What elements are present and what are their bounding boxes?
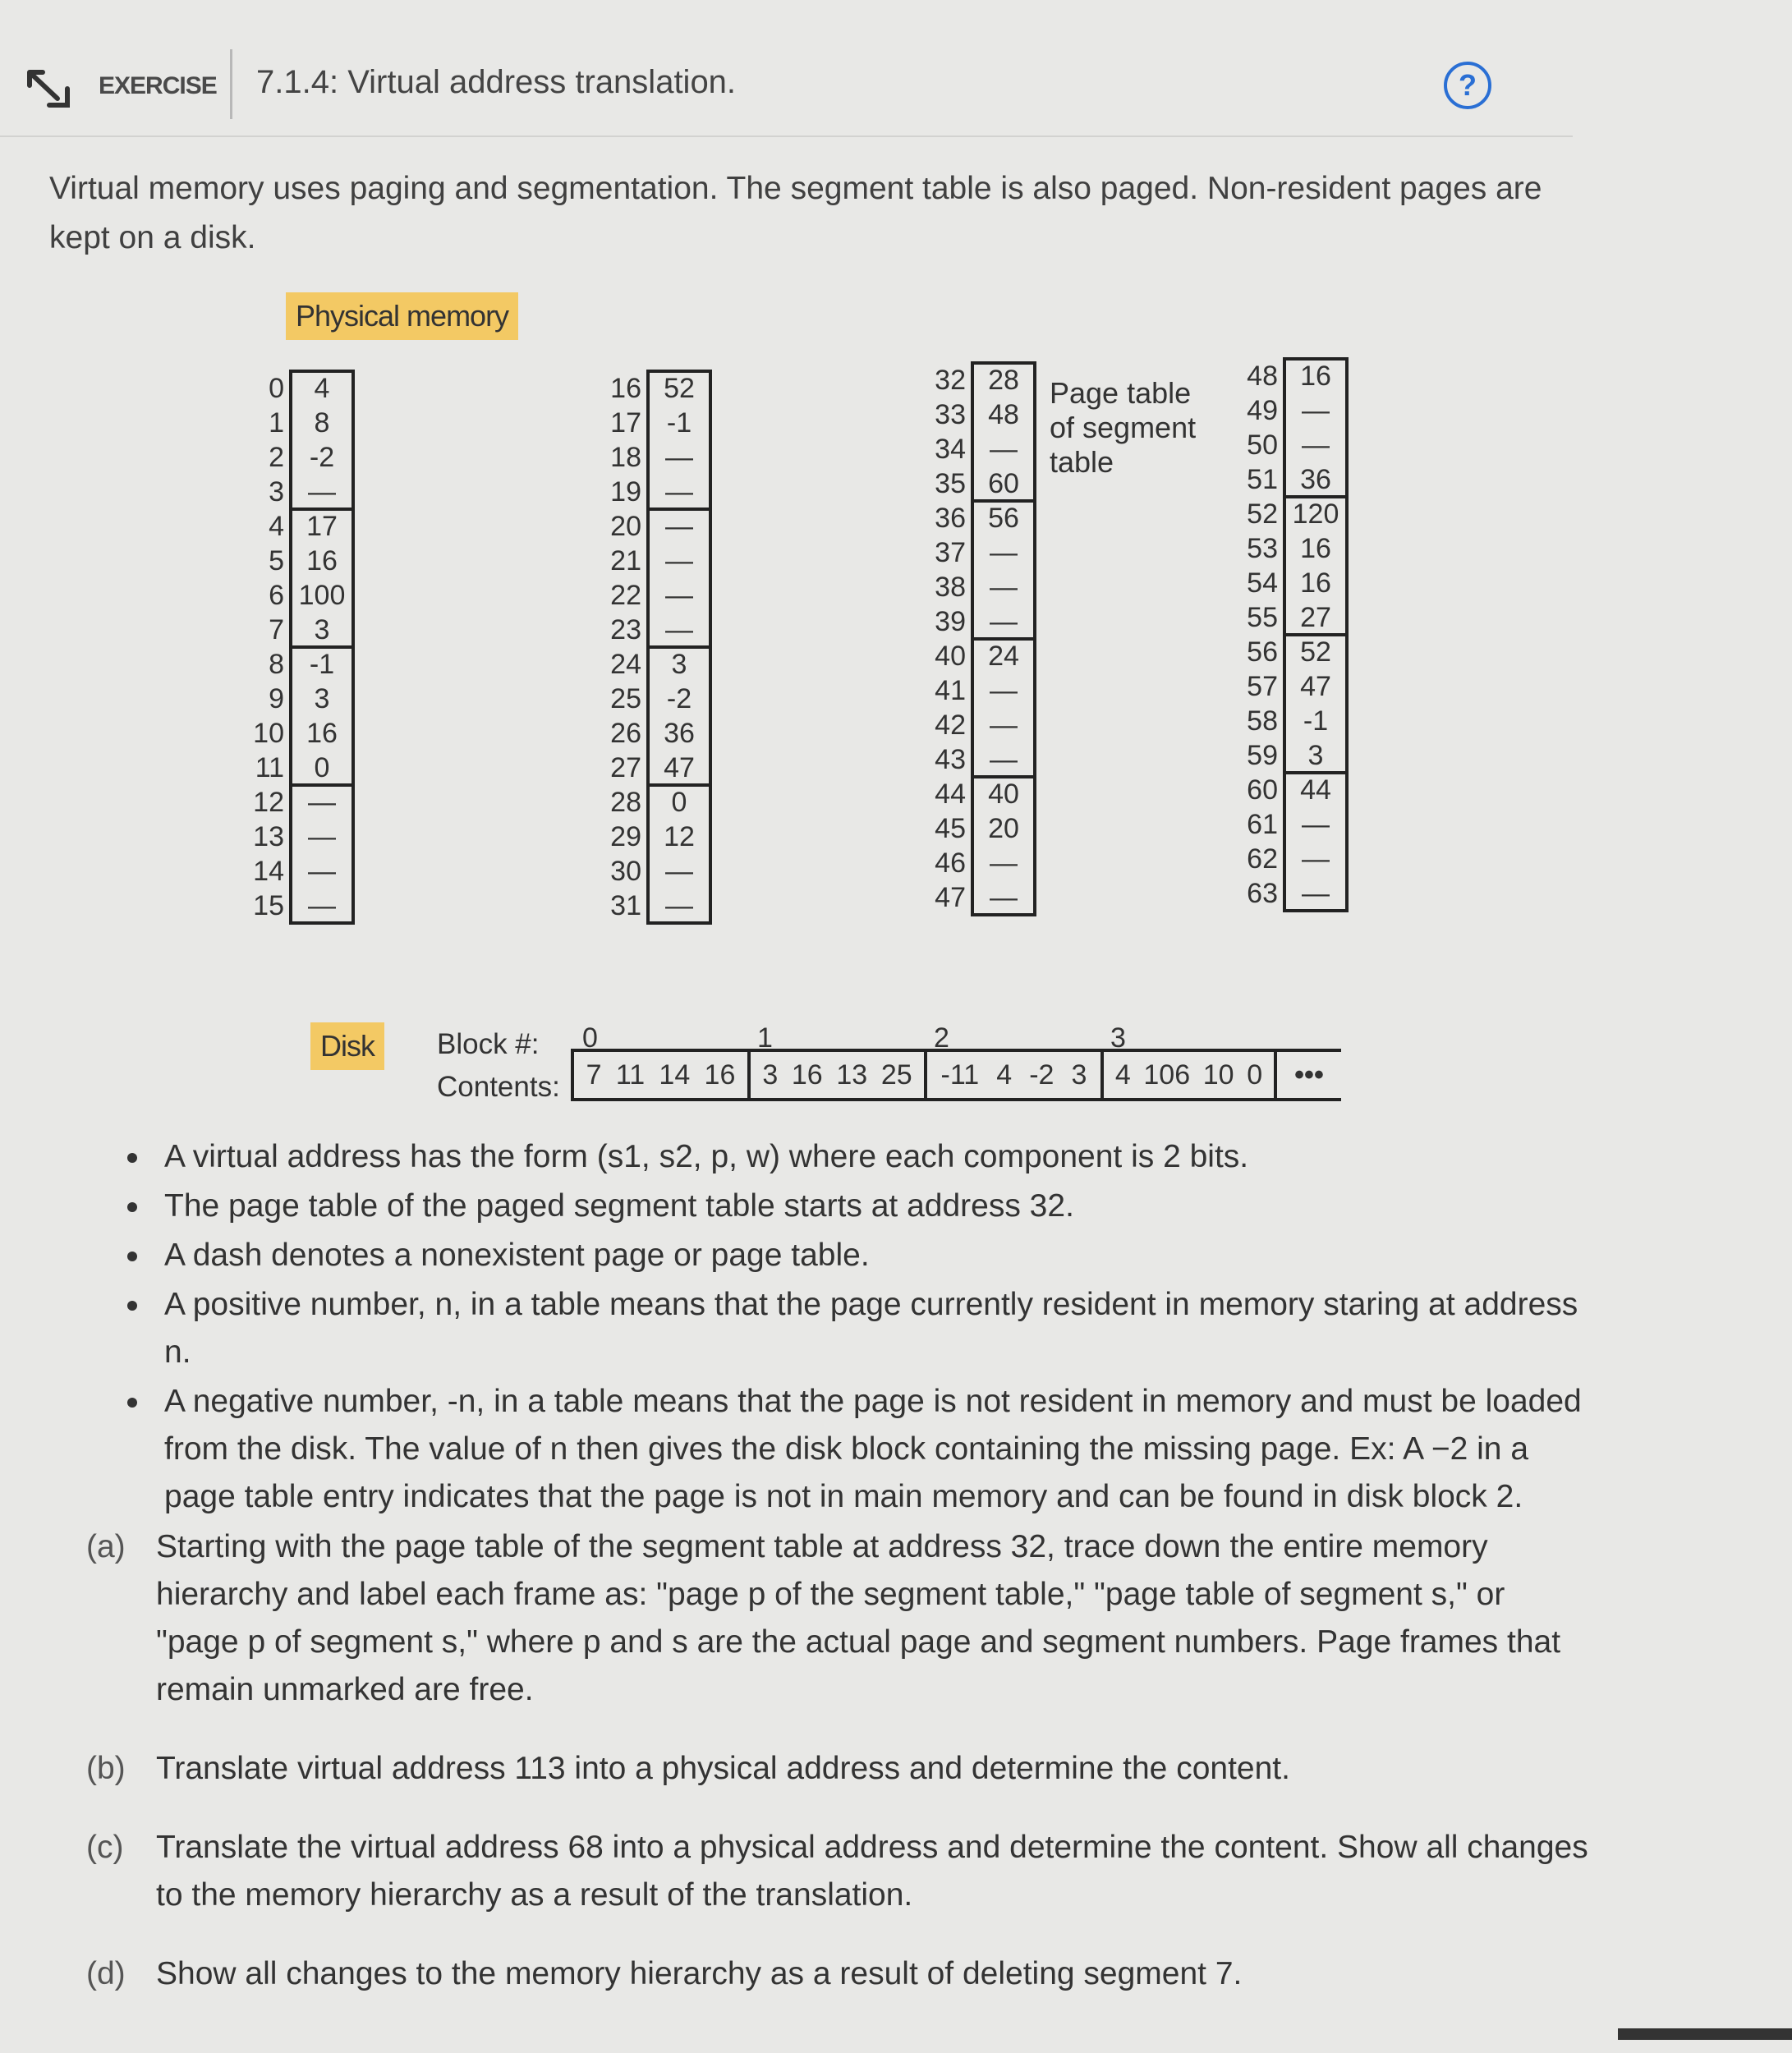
memory-value: -1 [666, 407, 692, 439]
memory-value: — [1302, 809, 1330, 840]
memory-row [230, 785, 361, 820]
memory-value: — [1302, 843, 1330, 875]
memory-value: 120 [1292, 498, 1339, 530]
memory-value: — [665, 890, 693, 921]
memory-address: 22 [610, 580, 641, 611]
disk-value: 4 [996, 1059, 1013, 1091]
memory-row [912, 742, 1043, 777]
memory-address: 33 [935, 399, 966, 430]
memory-column [1224, 357, 1355, 909]
memory-address: 23 [610, 614, 641, 645]
disk-value: 13 [836, 1059, 868, 1091]
disk-block [924, 1049, 1100, 1101]
memory-address: 0 [269, 373, 284, 404]
memory-value: 16 [306, 545, 338, 576]
bullet-item: A positive number, n, in a table means that the page currently resident in memory staring at address n. [123, 1281, 1585, 1376]
memory-row [1224, 704, 1355, 738]
memory-value: — [990, 675, 1018, 706]
header-divider [230, 49, 232, 119]
memory-address: 45 [935, 813, 966, 844]
memory-value: 100 [298, 580, 346, 611]
memory-row [587, 544, 719, 578]
bullet-item: A dash denotes a nonexistent page or page table. [123, 1232, 1585, 1279]
memory-row [587, 751, 719, 785]
memory-value: — [308, 821, 336, 852]
memory-value: — [990, 606, 1018, 637]
disk-value: 16 [704, 1059, 736, 1091]
memory-value: 60 [988, 468, 1019, 499]
memory-address: 31 [610, 890, 641, 921]
memory-value: — [665, 580, 693, 611]
memory-value: -2 [309, 442, 335, 473]
memory-value: 48 [988, 399, 1019, 430]
memory-address: 20 [610, 511, 641, 542]
memory-value: 24 [988, 641, 1019, 672]
memory-address: 40 [935, 641, 966, 672]
memory-value: 28 [988, 365, 1019, 396]
disk-blocks [571, 1049, 1341, 1101]
memory-row [1224, 635, 1355, 669]
contents-label: Contents: [437, 1071, 560, 1103]
question-c [86, 1824, 1589, 1919]
memory-address: 29 [610, 821, 641, 852]
disk-value: 4 [1114, 1059, 1131, 1091]
question-label: (d) [86, 1956, 126, 1991]
memory-value: 36 [1300, 464, 1331, 495]
memory-address: 44 [935, 778, 966, 810]
memory-row [912, 501, 1043, 535]
memory-address: 24 [610, 649, 641, 680]
memory-value: 0 [671, 787, 687, 818]
memory-value: -1 [1303, 705, 1329, 737]
exercise-arrow-icon [25, 64, 74, 113]
bottom-edge [1618, 2028, 1792, 2040]
memory-value: 3 [314, 614, 330, 645]
memory-address: 14 [253, 856, 284, 887]
memory-address: 37 [935, 537, 966, 568]
memory-row [587, 854, 719, 889]
disk-value: 0 [1247, 1059, 1263, 1091]
memory-row [912, 466, 1043, 501]
memory-address: 1 [269, 407, 284, 439]
disk-value: 11 [615, 1059, 646, 1091]
memory-address: 12 [253, 787, 284, 818]
disk-block-number: 1 [757, 1022, 773, 1054]
memory-address: 5 [269, 545, 284, 576]
memory-row [912, 880, 1043, 915]
memory-value: -2 [666, 683, 692, 714]
pt-seg-label: Page table of segment table [1050, 376, 1197, 479]
memory-address: 47 [935, 882, 966, 913]
memory-row [587, 613, 719, 647]
memory-row [912, 639, 1043, 673]
memory-row [230, 854, 361, 889]
disk-value: 16 [791, 1059, 823, 1091]
memory-value: 52 [664, 373, 695, 404]
disk-value: -2 [1029, 1059, 1055, 1091]
memory-value: — [665, 545, 693, 576]
question-circle-icon[interactable]: ? [1444, 62, 1491, 109]
exercise-label: EXERCISE [99, 72, 217, 99]
memory-address: 2 [269, 442, 284, 473]
memory-row [587, 716, 719, 751]
memory-address: 16 [610, 373, 641, 404]
memory-row [230, 613, 361, 647]
memory-value: 40 [988, 778, 1019, 810]
memory-value: — [990, 572, 1018, 603]
memory-row [587, 440, 719, 475]
memory-row [912, 397, 1043, 432]
memory-address: 38 [935, 572, 966, 603]
memory-address: 48 [1247, 361, 1278, 392]
memory-value: 3 [671, 649, 687, 680]
question-text: Show all changes to the memory hierarchy as a result of deleting segment 7. [156, 1956, 1243, 1991]
memory-address: 17 [610, 407, 641, 439]
question-b [86, 1745, 1589, 1793]
memory-value: — [665, 856, 693, 887]
memory-row [587, 509, 719, 544]
memory-address: 46 [935, 847, 966, 879]
memory-address: 52 [1247, 498, 1278, 530]
memory-row [587, 820, 719, 854]
memory-value: — [990, 434, 1018, 465]
memory-row [230, 440, 361, 475]
memory-row [230, 509, 361, 544]
memory-address: 9 [269, 683, 284, 714]
memory-value: 16 [1300, 361, 1331, 392]
disk-value: 3 [1071, 1059, 1087, 1091]
memory-value: — [665, 511, 693, 542]
memory-address: 7 [269, 614, 284, 645]
memory-value: — [990, 744, 1018, 775]
memory-value: 4 [314, 373, 330, 404]
memory-row [912, 363, 1043, 397]
memory-value: 36 [664, 718, 695, 749]
memory-row [912, 570, 1043, 604]
memory-row [1224, 738, 1355, 773]
memory-row [1224, 497, 1355, 531]
memory-address: 51 [1247, 464, 1278, 495]
memory-address: 34 [935, 434, 966, 465]
memory-row [230, 544, 361, 578]
disk-value: 14 [659, 1059, 691, 1091]
memory-row [912, 673, 1043, 708]
memory-value: — [308, 476, 336, 508]
memory-address: 15 [253, 890, 284, 921]
memory-value: 3 [1307, 740, 1324, 771]
memory-row [1224, 669, 1355, 704]
memory-address: 18 [610, 442, 641, 473]
disk-block-number: 3 [1110, 1022, 1126, 1054]
disk-more-ellipsis: ••• [1277, 1049, 1341, 1101]
memory-row [587, 785, 719, 820]
memory-address: 3 [269, 476, 284, 508]
memory-value: — [990, 882, 1018, 913]
memory-value: 47 [1300, 671, 1331, 702]
bullet-item: A negative number, -n, in a table means that the page is not resident in memory and must be loaded from the disk. The value of n then gives the disk block containing the missing page. Ex: A −2 in a page table entry indicates that the page is not in main memory and can be found in disk block 2. [123, 1378, 1585, 1521]
bullet-item: A virtual address has the form (s1, s2, p, w) where each component is 2 bits. [123, 1133, 1585, 1181]
memory-row [912, 535, 1043, 570]
memory-row [1224, 462, 1355, 497]
memory-row [230, 578, 361, 613]
memory-value: 52 [1300, 636, 1331, 668]
disk-block-number: 0 [582, 1022, 598, 1054]
memory-row [1224, 600, 1355, 635]
disk-block [571, 1049, 747, 1101]
disk-block [1100, 1049, 1277, 1101]
memory-address: 62 [1247, 843, 1278, 875]
question-a [86, 1523, 1589, 1714]
memory-row [230, 406, 361, 440]
memory-value: 0 [314, 752, 330, 783]
memory-value: — [990, 710, 1018, 741]
memory-value: -1 [309, 649, 335, 680]
memory-row [230, 889, 361, 923]
disk-label: Disk [310, 1022, 384, 1070]
memory-row [1224, 773, 1355, 807]
memory-row [912, 708, 1043, 742]
memory-value: 44 [1300, 774, 1331, 806]
memory-row [230, 682, 361, 716]
block-number-label: Block #: [437, 1028, 540, 1060]
memory-address: 6 [269, 580, 284, 611]
memory-value: 17 [306, 511, 338, 542]
memory-row [912, 811, 1043, 846]
memory-row [587, 647, 719, 682]
memory-address: 43 [935, 744, 966, 775]
memory-row [587, 682, 719, 716]
memory-value: 16 [1300, 567, 1331, 599]
memory-value: — [1302, 395, 1330, 426]
memory-address: 32 [935, 365, 966, 396]
question-list [86, 1523, 1589, 2029]
memory-column [912, 361, 1043, 913]
memory-row [1224, 807, 1355, 842]
memory-row [230, 751, 361, 785]
physical-memory-label: Physical memory [286, 292, 518, 340]
memory-row [230, 716, 361, 751]
memory-value: 3 [314, 683, 330, 714]
memory-address: 36 [935, 503, 966, 534]
exercise-header [0, 0, 1573, 137]
memory-value: — [990, 537, 1018, 568]
memory-row [230, 647, 361, 682]
memory-address: 60 [1247, 774, 1278, 806]
memory-value: — [308, 787, 336, 818]
memory-value: — [665, 476, 693, 508]
memory-value: — [665, 614, 693, 645]
memory-column [230, 370, 361, 921]
memory-row [587, 371, 719, 406]
memory-address: 57 [1247, 671, 1278, 702]
memory-address: 39 [935, 606, 966, 637]
memory-address: 54 [1247, 567, 1278, 599]
memory-address: 53 [1247, 533, 1278, 564]
memory-address: 55 [1247, 602, 1278, 633]
question-label: (c) [86, 1830, 124, 1865]
memory-value: 20 [988, 813, 1019, 844]
memory-value: 8 [314, 407, 330, 439]
memory-address: 10 [253, 718, 284, 749]
disk-value: 3 [762, 1059, 779, 1091]
memory-row [587, 889, 719, 923]
memory-address: 4 [269, 511, 284, 542]
question-text: Translate the virtual address 68 into a physical address and determine the content. Show all changes to the memory hierarchy as a result of the translation. [156, 1830, 1588, 1913]
memory-address: 35 [935, 468, 966, 499]
memory-address: 56 [1247, 636, 1278, 668]
memory-value: 47 [664, 752, 695, 783]
question-text: Starting with the page table of the segment table at address 32, trace down the entire memory hierarchy and label each frame as: "page p of the segment table," "page table of segment s," or "page p of segment s," where p and s are the actual page and segment numbers. Page frames that remain unmarked are free. [156, 1529, 1561, 1707]
question-d [86, 1950, 1589, 1998]
memory-address: 13 [253, 821, 284, 852]
memory-value: 16 [306, 718, 338, 749]
disk-value: -11 [940, 1059, 980, 1091]
disk-value: 25 [880, 1059, 912, 1091]
memory-value: 27 [1300, 602, 1331, 633]
memory-address: 63 [1247, 878, 1278, 909]
bullet-item: The page table of the paged segment table starts at address 32. [123, 1183, 1585, 1230]
memory-address: 21 [610, 545, 641, 576]
memory-row [230, 820, 361, 854]
memory-row [1224, 359, 1355, 393]
memory-column [587, 370, 719, 921]
memory-address: 58 [1247, 705, 1278, 737]
memory-row [912, 777, 1043, 811]
disk-block-number: 2 [934, 1022, 949, 1054]
disk-value: 7 [586, 1059, 602, 1091]
memory-row [1224, 842, 1355, 876]
bullet-list [123, 1133, 1585, 1523]
memory-row [912, 846, 1043, 880]
memory-row [1224, 876, 1355, 911]
exercise-title: 7.1.4: Virtual address translation. [256, 64, 737, 100]
memory-address: 8 [269, 649, 284, 680]
disk-value: 10 [1202, 1059, 1234, 1091]
memory-value: — [308, 890, 336, 921]
memory-value: — [1302, 878, 1330, 909]
memory-address: 19 [610, 476, 641, 508]
memory-value: — [1302, 429, 1330, 461]
question-label: (b) [86, 1751, 126, 1786]
memory-address: 30 [610, 856, 641, 887]
memory-address: 11 [255, 752, 284, 783]
memory-address: 61 [1247, 809, 1278, 840]
memory-row [587, 475, 719, 509]
memory-row [230, 475, 361, 509]
memory-address: 25 [610, 683, 641, 714]
memory-address: 50 [1247, 429, 1278, 461]
memory-value: 56 [988, 503, 1019, 534]
memory-value: 16 [1300, 533, 1331, 564]
memory-row [912, 604, 1043, 639]
memory-value: — [665, 442, 693, 473]
memory-row [1224, 566, 1355, 600]
memory-row [1224, 393, 1355, 428]
memory-row [1224, 428, 1355, 462]
memory-address: 41 [935, 675, 966, 706]
memory-row [587, 406, 719, 440]
memory-address: 59 [1247, 740, 1278, 771]
memory-address: 49 [1247, 395, 1278, 426]
memory-address: 42 [935, 710, 966, 741]
memory-row [912, 432, 1043, 466]
memory-address: 27 [610, 752, 641, 783]
memory-row [1224, 531, 1355, 566]
question-label: (a) [86, 1529, 126, 1564]
disk-value: 106 [1143, 1059, 1191, 1091]
memory-value: — [990, 847, 1018, 879]
question-text: Translate virtual address 113 into a physical address and determine the content. [156, 1751, 1290, 1786]
intro-text: Virtual memory uses paging and segmentation. The segment table is also paged. Non-resident pages are kept on a disk. [49, 171, 1542, 255]
memory-value: — [308, 856, 336, 887]
memory-address: 28 [610, 787, 641, 818]
disk-block [747, 1049, 924, 1101]
memory-address: 26 [610, 718, 641, 749]
memory-value: 12 [664, 821, 695, 852]
memory-row [230, 371, 361, 406]
memory-row [587, 578, 719, 613]
